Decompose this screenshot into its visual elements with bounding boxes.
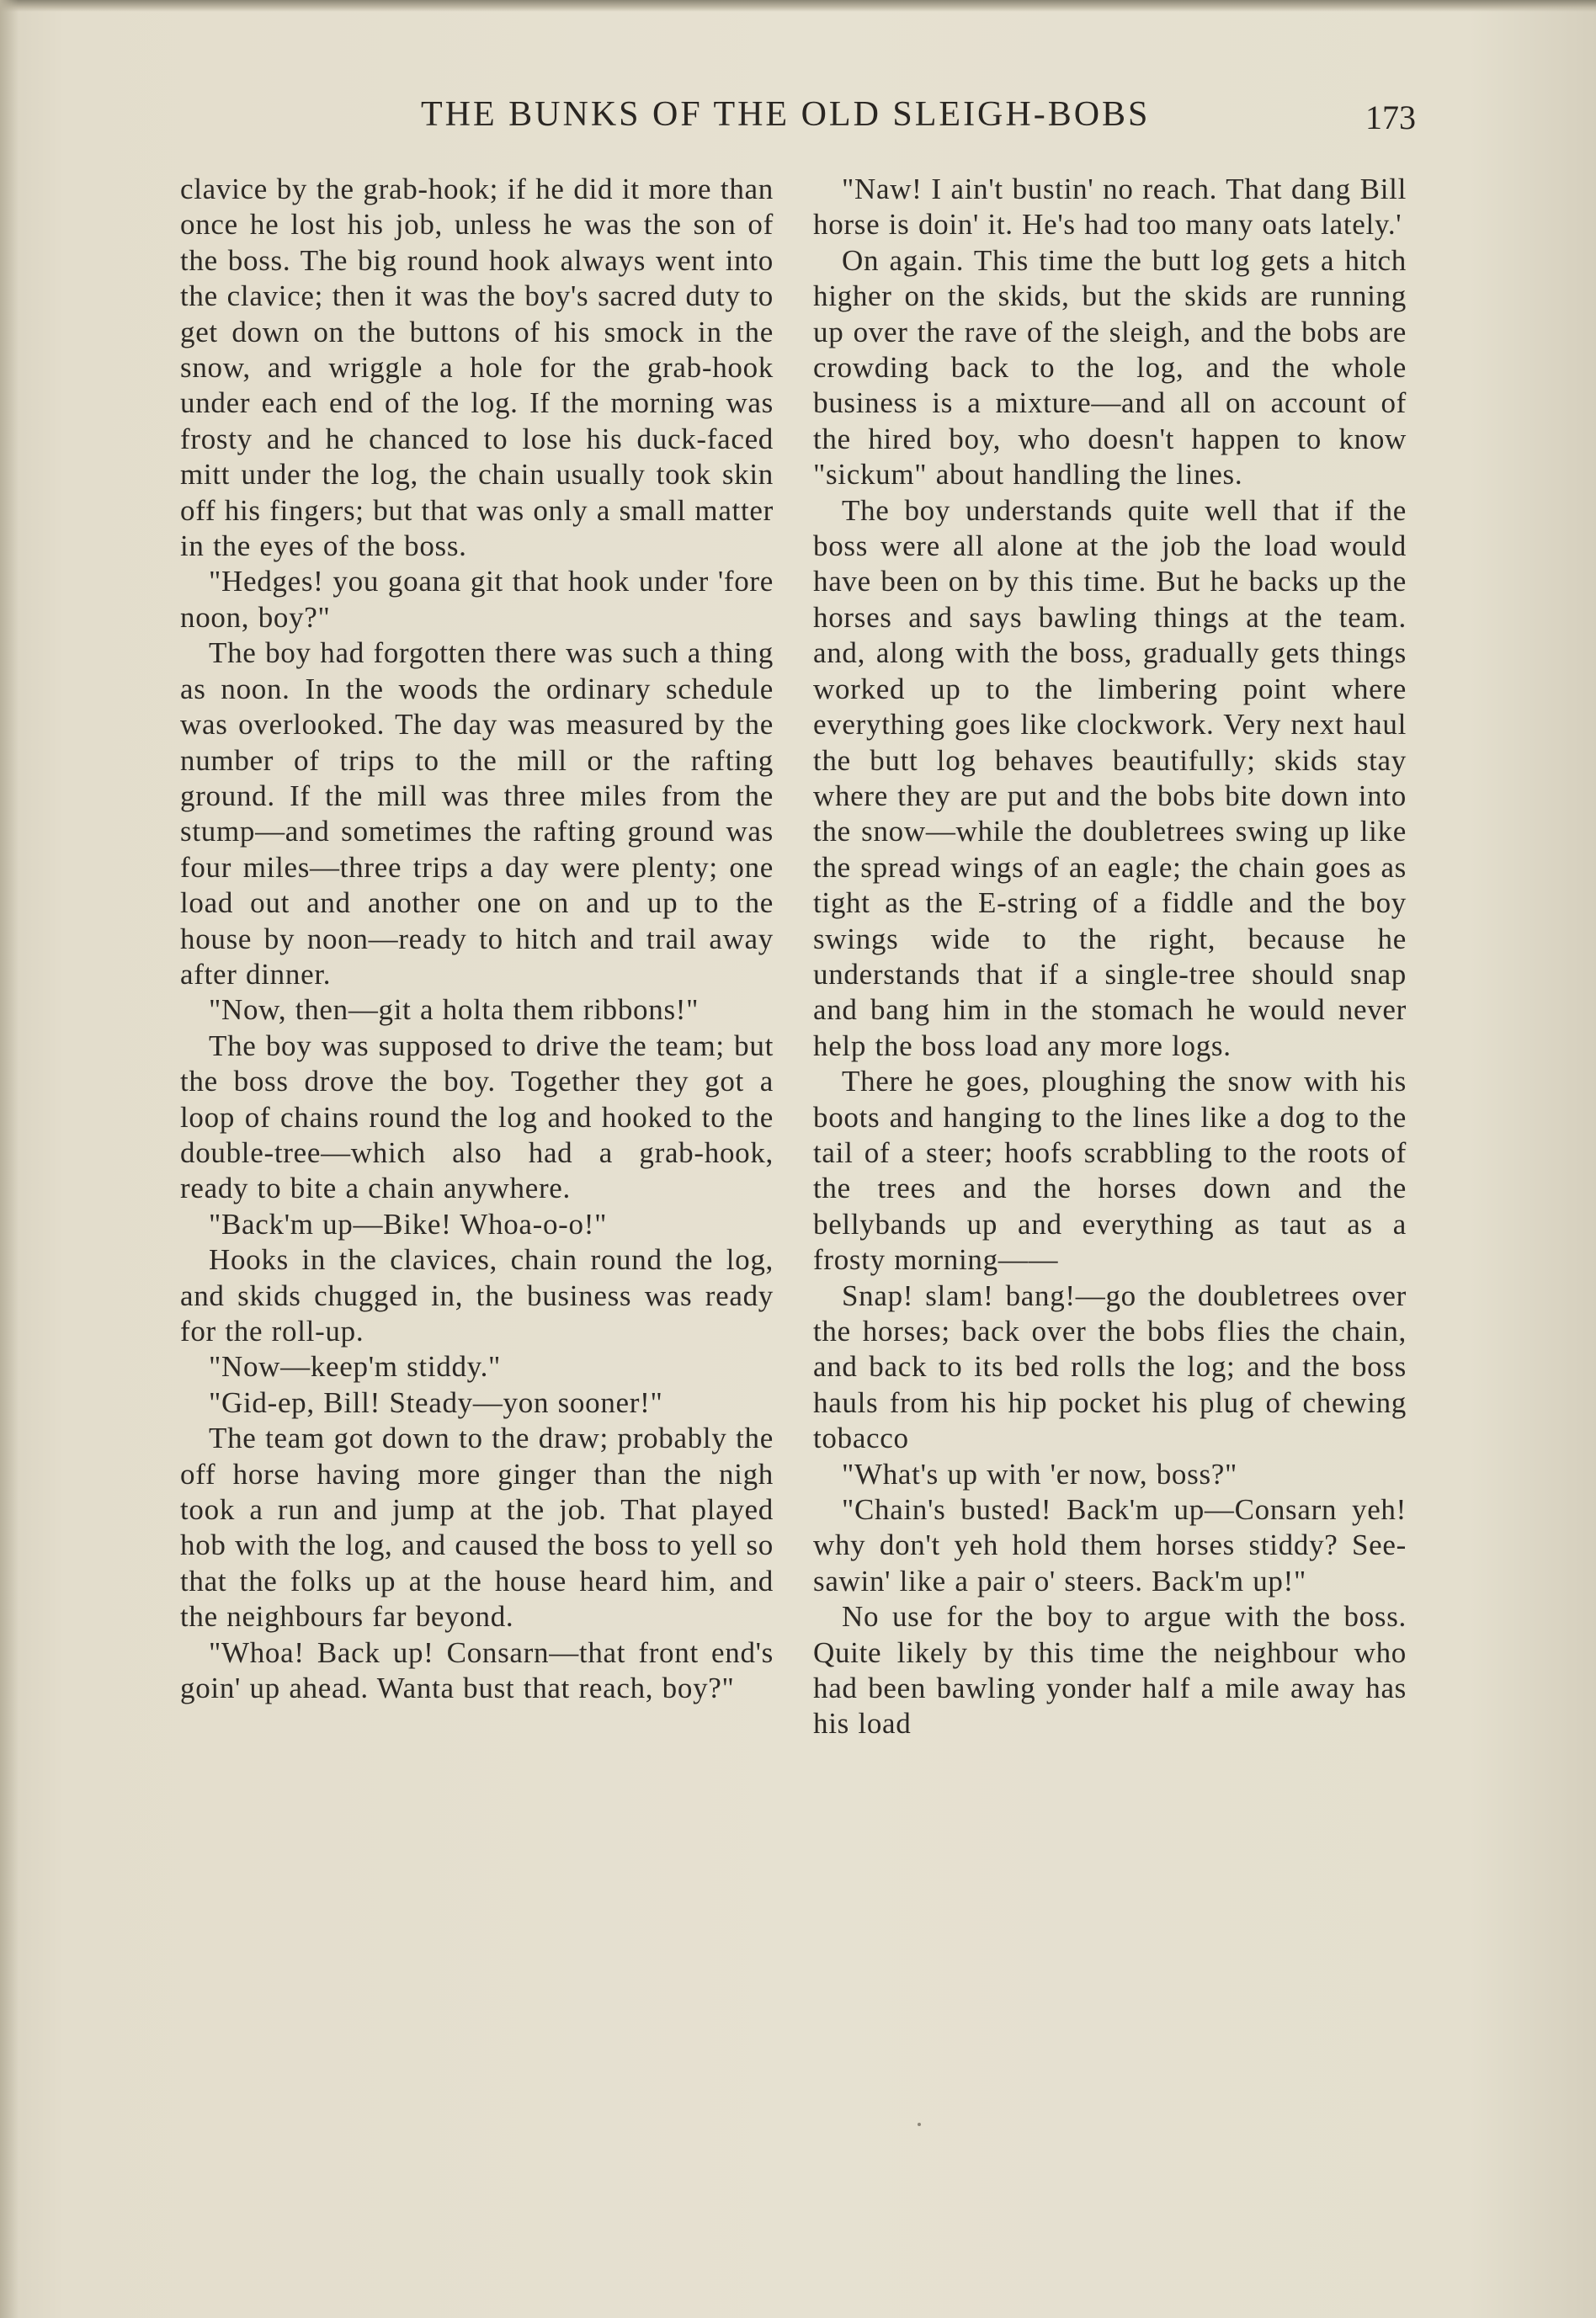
right-column <box>813 172 1407 1742</box>
paragraph: No use for the boy to argue with the boss. Quite likely by this time the neighbour who had been bawling yonder half a mile away has his load <box>813 1600 1407 1741</box>
running-title: THE BUNKS OF THE OLD SLEIGH-BOBS <box>421 95 1151 134</box>
paragraph: "Gid-ep, Bill! Steady—yon sooner!" <box>209 1385 663 1419</box>
page-header <box>0 94 1596 145</box>
page-top-edge <box>0 0 1596 12</box>
paragraph: "Whoa! Back up! Consarn—that front end's goin' up ahead. Wanta bust that reach, boy?" <box>180 1635 774 1705</box>
paragraph: On again. This time the butt log gets a hitch higher on the skids, but the skids are running up over the rave of the sleigh, and the bobs are crowding back to the log, and the whole business is a mixture—and all on account of the hired boy, who doesn't happen to know "sickum" about handling the lines. <box>813 243 1407 492</box>
print-speck <box>918 2123 921 2126</box>
paragraph: "Hedges! you goana git that hook under 'fore noon, boy?" <box>180 565 774 634</box>
page-number: 173 <box>1365 98 1416 136</box>
paragraph: "Chain's busted! Back'm up—Consarn yeh! why don't yeh hold them horses stiddy? See-sawin' like a pair o' steers. Back'm up!" <box>813 1493 1407 1598</box>
paragraph: Hooks in the clavices, chain round the log, and skids chugged in, the business was ready for the roll-up. <box>180 1243 774 1348</box>
paragraph: "Naw! I ain't bustin' no reach. That dang Bill horse is doin' it. He's had too many oats lately.' <box>813 173 1407 242</box>
paragraph: The boy understands quite well that if the boss were all alone at the job the load would have been on by this time. But he backs up the horses and says bawling things at the team. and, along with the boss, gradually gets things worked up to the limbering point where everything goes like clockwork. Very next haul the butt log behaves beautifully; skids stay where they are put and the bobs bite down into the snow—while the doubletrees swing up like the spread wings of an eagle; the chain goes as tight as the E-string of a fiddle and the boy swings wide to the right, because he understands that if a single-tree should snap and bang him in the stomach he would never help the boss load any more logs. <box>813 493 1407 1062</box>
paragraph: "Now—keep'm stiddy." <box>209 1350 502 1384</box>
paragraph: "Now, then—git a holta them ribbons!" <box>209 993 700 1027</box>
paragraph: clavice by the grab-hook; if he did it more than once he lost his job, unless he was the son of the boss. The big round hook always went into the clavice; then it was the boy's sacred duty to get down on the buttons of his smock in the snow, and wriggle a hole for the grab-hook under each end of the log. If the morning was frosty and he chanced to lose his duck-faced mitt under the log, the chain usually took skin off his fingers; but that was only a small matter in the eyes of the boss. <box>180 173 774 563</box>
paragraph: "Back'm up—Bike! Whoa-o-o!" <box>209 1207 608 1241</box>
paragraph: "What's up with 'er now, boss?" <box>842 1457 1237 1491</box>
paragraph: The team got down to the draw; probably the off horse having more ginger than the nigh took a run and jump at the job. That played hob with the log, and caused the boss to yell so that the folks up at the house heard him, and the neighbours far beyond. <box>180 1422 774 1634</box>
left-column <box>180 172 774 1706</box>
paragraph: The boy had forgotten there was such a thing as noon. In the woods the ordinary schedule was overlooked. The day was measured by the number of trips to the mill or the rafting ground. If the mill was three miles from the stump—and sometimes the rafting ground was four miles—three trips a day were plenty; one load out and another one on and up to the house by noon—ready to hitch and trail away after dinner. <box>180 636 774 991</box>
paragraph: There he goes, ploughing the snow with his boots and hanging to the lines like a dog to the tail of a steer; hoofs scrabbling to the roots of the trees and the horses down and the bellybands up and everything as taut as a frosty morning—— <box>813 1065 1407 1277</box>
page-gutter-edge <box>0 0 19 2318</box>
paragraph: The boy was supposed to drive the team; but the boss drove the boy. Together they got a loop of chains round the log and hooked to the double-tree—which also had a grab-hook, ready to bite a chain anywhere. <box>180 1029 774 1205</box>
paragraph: Snap! slam! bang!—go the doubletrees over the horses; back over the bobs flies the chain, and back to its bed rolls the log; and the boss hauls from his hip pocket his plug of chewing tobacco <box>813 1279 1407 1455</box>
